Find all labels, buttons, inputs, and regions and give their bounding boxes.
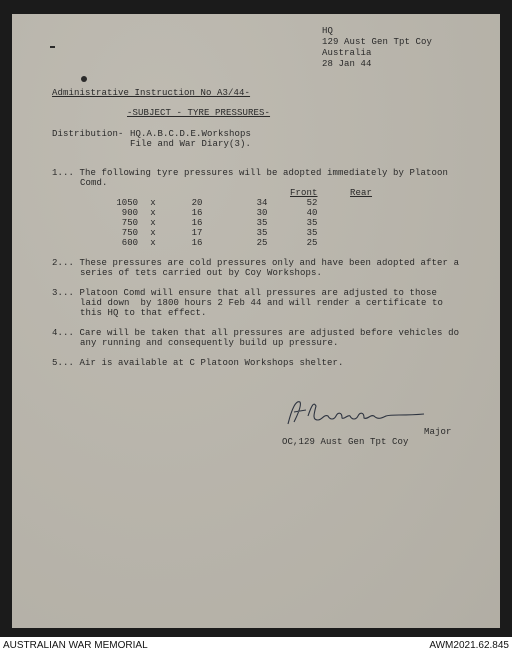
rear-pressure: 52: [306, 198, 318, 208]
front-pressure: 35: [256, 218, 268, 228]
header-country: Australia: [322, 48, 372, 58]
rim-size: 16: [191, 208, 203, 218]
front-pressure: 34: [256, 198, 268, 208]
tyre-size: 750: [121, 228, 138, 238]
punch-mark: [50, 46, 55, 48]
column-front: Front: [290, 188, 318, 198]
rim-size: 17: [191, 228, 203, 238]
distribution-line-2: File and War Diary(3).: [130, 139, 252, 149]
times-sign: x: [150, 228, 156, 238]
tyre-size: 1050: [116, 198, 138, 208]
para-3-line-3: this HQ to that effect.: [80, 308, 207, 318]
document-title: Administrative Instruction No A3/44-: [52, 88, 251, 98]
document-subject: -SUBJECT - TYRE PRESSURES-: [127, 108, 271, 118]
archive-footer: [0, 637, 512, 653]
rim-size: 16: [191, 238, 203, 248]
footer-institution: AUSTRALIAN WAR MEMORIAL: [3, 640, 148, 651]
footer-accession: AWM2021.62.845: [429, 640, 509, 651]
header-unit: 129 Aust Gen Tpt Coy: [322, 37, 433, 47]
signature-rank: Major: [424, 427, 452, 437]
ink-spot: [81, 76, 87, 82]
table-row: [104, 218, 332, 228]
signature-title: OC,129 Aust Gen Tpt Coy: [282, 437, 409, 447]
times-sign: x: [150, 238, 156, 248]
para-2-line-2: series of tets carried out by Coy Workshops.: [80, 268, 323, 278]
tyre-size: 750: [121, 218, 138, 228]
para-2-line-1: 2... These pressures are cold pressures only and have been adopted after a: [52, 258, 460, 268]
times-sign: x: [150, 208, 156, 218]
para-3-line-1: 3... Platoon Comd will ensure that all pressures are adjusted to those: [52, 288, 438, 298]
column-rear: Rear: [350, 188, 373, 198]
table-row: [104, 238, 332, 248]
para-3-line-2: laid down by 1800 hours 2 Feb 44 and will render a certificate to: [80, 298, 444, 308]
para-1-line-1: 1... The following tyre pressures will be adopted immediately by Platoon: [52, 168, 449, 178]
tyre-size: 600: [121, 238, 138, 248]
front-pressure: 30: [256, 208, 268, 218]
rim-size: 16: [191, 218, 203, 228]
tyre-pressure-table: [104, 198, 332, 248]
handwritten-signature: [284, 398, 434, 428]
front-pressure: 35: [256, 228, 268, 238]
para-4-line-2: any running and consequently build up pressure.: [80, 338, 339, 348]
times-sign: x: [150, 218, 156, 228]
table-row: [104, 228, 332, 238]
header-hq: HQ: [322, 26, 334, 36]
front-pressure: 25: [256, 238, 268, 248]
distribution-line-1: HQ.A.B.C.D.E.Workshops: [130, 129, 252, 139]
rim-size: 20: [191, 198, 203, 208]
table-row: [104, 208, 332, 218]
header-date: 28 Jan 44: [322, 59, 372, 69]
rear-pressure: 25: [306, 238, 318, 248]
rear-pressure: 40: [306, 208, 318, 218]
para-4-line-1: 4... Care will be taken that all pressures are adjusted before vehicles do: [52, 328, 460, 338]
para-5: 5... Air is available at C Platoon Workshops shelter.: [52, 358, 344, 368]
rear-pressure: 35: [306, 228, 318, 238]
table-row: [104, 198, 332, 208]
rear-pressure: 35: [306, 218, 318, 228]
document-page: [12, 14, 500, 628]
times-sign: x: [150, 198, 156, 208]
tyre-size: 900: [121, 208, 138, 218]
distribution-label: Distribution-: [52, 129, 124, 139]
para-1-line-2: Comd.: [80, 178, 108, 188]
